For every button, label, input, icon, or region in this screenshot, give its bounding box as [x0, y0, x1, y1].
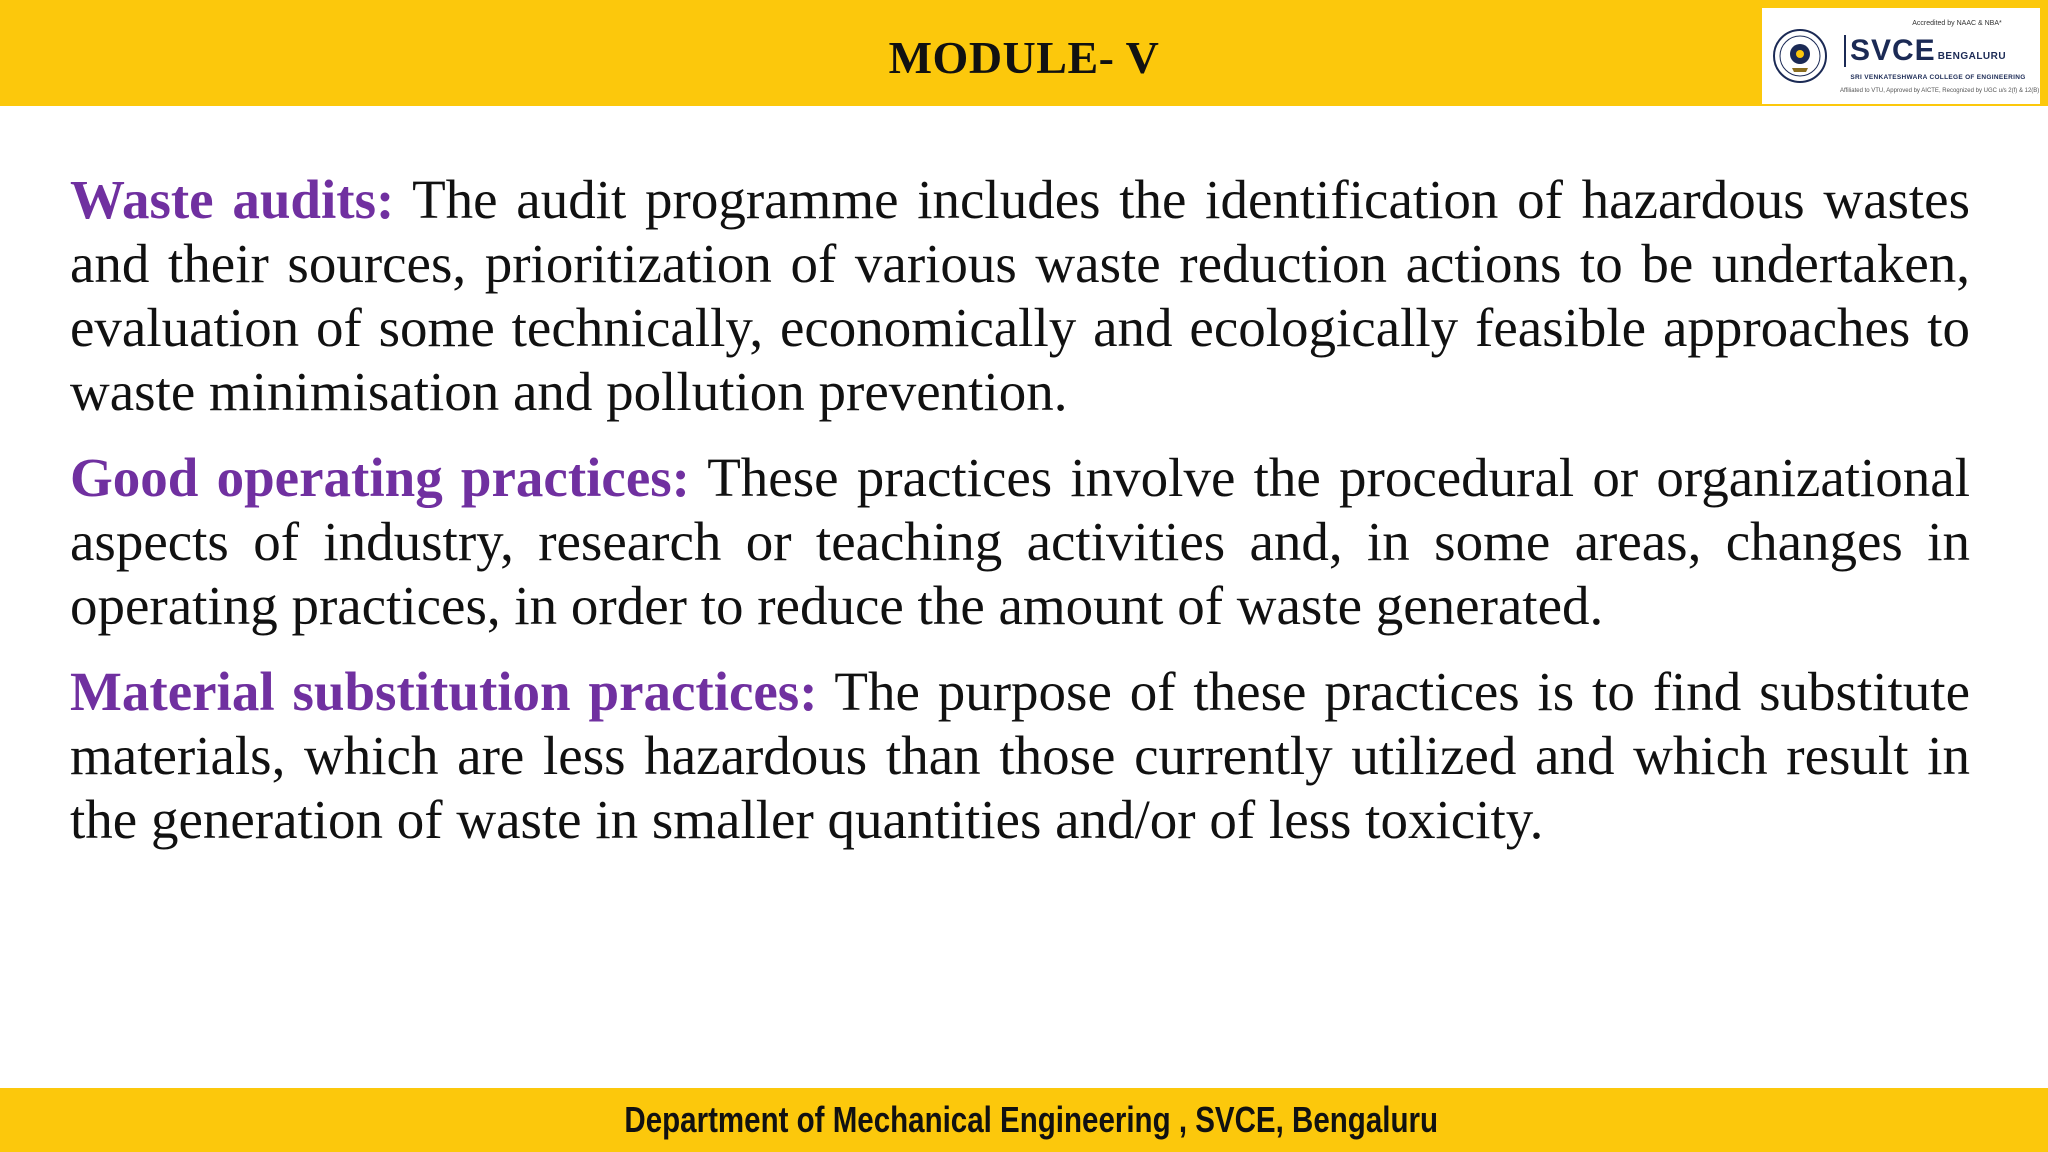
paragraph-material-substitution: [70, 660, 1970, 852]
term-good-operating-practices: Good operating practices:: [70, 447, 690, 508]
paragraph-text: The purpose of these practices is to find substitute materials, which are less hazardous than those currently utilized and which result in the generation of waste in smaller quantities and/or of less toxicity.: [70, 661, 1970, 850]
slide-content: [70, 168, 1970, 874]
term-waste-audits: Waste audits:: [70, 169, 395, 230]
logo-name-row: [1844, 34, 2006, 68]
footer-department: Department of Mechanical Engineering , SVCE, Bengaluru: [624, 1099, 1438, 1140]
paragraph-text: These practices involve the procedural or organizational aspects of industry, research or teaching activities and, in some areas, changes in operating practices, in order to reduce the amount of waste generated.: [70, 447, 1970, 636]
logo-affiliation: Affiliated to VTU, Approved by AICTE, Recognized by UGC u/s 2(f) & 12(B): [1840, 88, 2040, 94]
paragraph-waste-audits: [70, 168, 1970, 424]
logo-city: BENGALURU: [1937, 50, 2007, 62]
logo-full-name: SRI VENKATESHWARA COLLEGE OF ENGINEERING: [1850, 74, 2026, 81]
logo-wordmark: SVCE: [1844, 35, 1936, 67]
logo-accreditation: Accredited by NAAC & NBA*: [1912, 20, 2002, 27]
paragraph-good-operating-practices: [70, 446, 1970, 638]
term-material-substitution: Material substitution practices:: [70, 661, 818, 722]
module-title: MODULE- V: [888, 32, 1160, 83]
paragraph-text: The audit programme includes the identification of hazardous wastes and their sources, prioritization of various waste reduction actions to be undertaken, evaluation of some technically, economically and ecologically feasible approaches to waste minimisation and pollution prevention.: [70, 169, 1971, 422]
college-seal-icon: [1772, 24, 1828, 88]
college-logo: [1762, 8, 2040, 104]
